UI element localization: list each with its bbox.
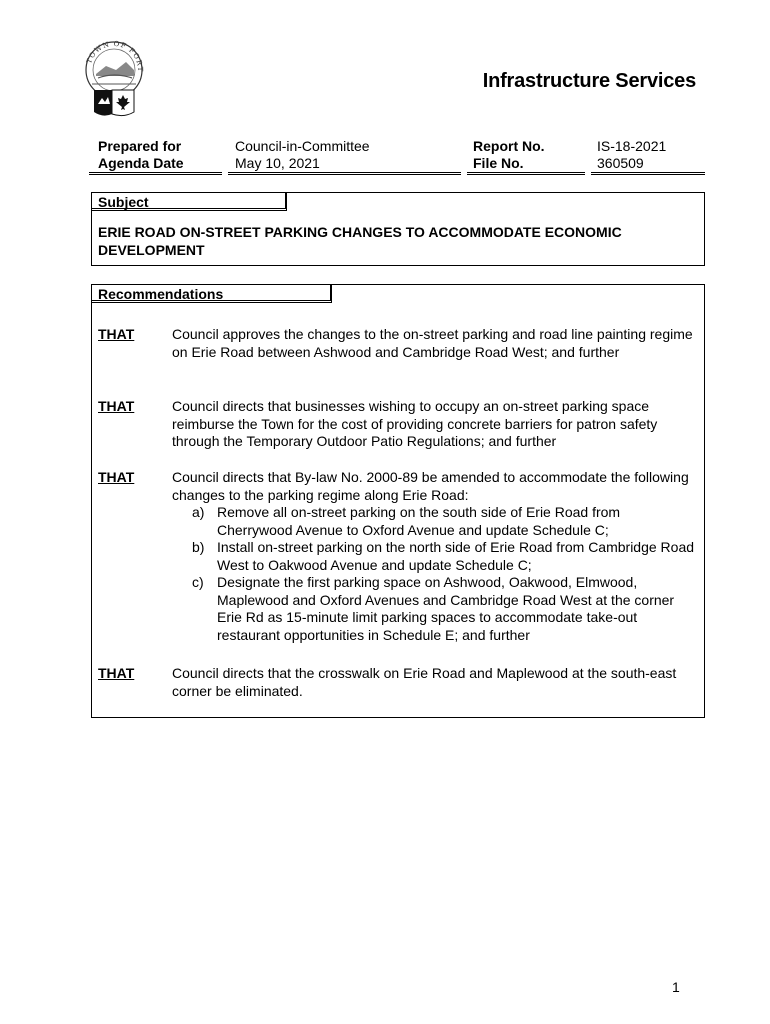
info-underline (467, 172, 585, 173)
subitem-text: Install on-street parking on the north side of Erie Road from Cambridge Road West to Oakwood Avenue and update Schedule C; (217, 539, 695, 573)
that-label: THAT (98, 326, 135, 342)
department-title: Infrastructure Services (482, 70, 696, 92)
recommendation-item: Council approves the changes to the on-street parking and road line painting regime on Erie Road between Ashwood and Cambridge Road West; and further (172, 326, 693, 360)
info-underline (89, 172, 222, 173)
subject-heading: Subject (92, 193, 287, 211)
recommendation-subitem (192, 504, 697, 539)
recommendations-heading: Recommendations (92, 285, 332, 303)
that-label: THAT (98, 665, 135, 681)
prepared-for-value: Council-in-Committee (235, 138, 370, 154)
recommendation-subitem (192, 539, 697, 574)
report-no-value: IS-18-2021 (597, 138, 667, 154)
subitem-marker: b) (192, 539, 205, 555)
recommendation-subitem (192, 574, 697, 644)
info-underline (228, 172, 461, 173)
file-no-label: File No. (473, 155, 524, 171)
file-no-value: 360509 (597, 155, 644, 171)
subject-section (91, 192, 705, 266)
subitem-text: Remove all on-street parking on the south side of Erie Road from Cherrywood Avenue to Oxford Avenue and update Schedule C; (217, 504, 621, 538)
subject-text: ERIE ROAD ON-STREET PARKING CHANGES TO ACCOMMODATE ECONOMIC DEVELOPMENT (98, 224, 622, 258)
recommendation-item: Council directs that the crosswalk on Erie Road and Maplewood at the south-east corner be eliminated. (172, 665, 677, 699)
that-label: THAT (98, 398, 135, 414)
agenda-date-label: Agenda Date (98, 155, 184, 171)
info-underline (591, 172, 705, 173)
recommendation-item: Council directs that By-law No. 2000-89 be amended to accommodate the following changes to the parking regime along Erie Road: (172, 469, 689, 503)
that-label: THAT (98, 469, 135, 485)
subitem-marker: c) (192, 574, 204, 590)
subitem-text: Designate the first parking space on Ashwood, Oakwood, Elmwood, Maplewood and Oxford Avenues and Cambridge Road West at the corner Erie Rd as 15-minute limit parking spaces to accommodate take-out restaurant opportunities in Schedule E; and further (217, 574, 675, 643)
recommendation-item: Council directs that businesses wishing to occupy an on-street parking space reimburse the Town for the cost of providing concrete barriers for patron safety through the Temporary Outdoor Patio Regulations; and further (172, 398, 658, 449)
page-number: 1 (672, 979, 680, 995)
town-crest-logo (72, 40, 156, 118)
report-info-table (89, 137, 705, 173)
recommendations-section (91, 284, 705, 718)
prepared-for-label: Prepared for (98, 138, 182, 154)
subitem-marker: a) (192, 504, 205, 520)
svg-text:TOWN OF FORT ERIE: TOWN OF FORT (85, 40, 145, 73)
agenda-date-value: May 10, 2021 (235, 155, 320, 171)
report-no-label: Report No. (473, 138, 545, 154)
